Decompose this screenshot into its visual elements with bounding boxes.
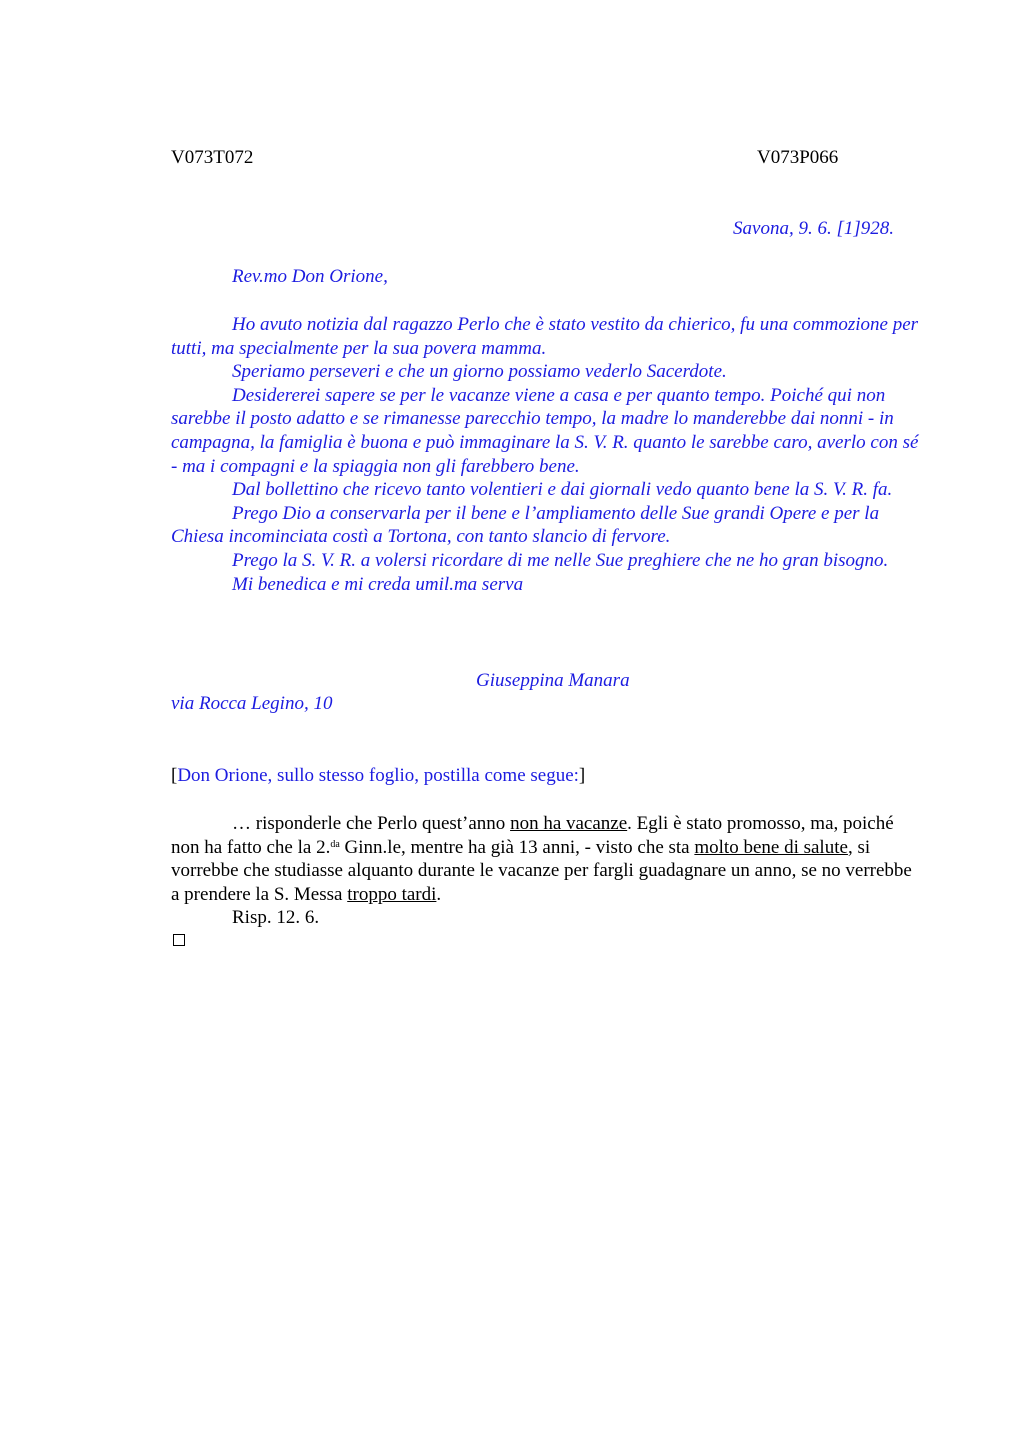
letter-paragraph: Prego Dio a conservarla per il bene e l’ampliamento delle Sue grandi Opere e per la Chiesa incominciata costì a Tortona, con tanto slancio di fervore. <box>171 502 880 548</box>
sender-address: via Rocca Legino, 10 <box>171 693 333 714</box>
reply-paragraph <box>171 812 923 906</box>
letter-paragraph: Speriamo perseveri e che un giorno possiamo vederlo Sacerdote. <box>232 361 727 383</box>
place-date: Savona, 9. 6. [1]928. <box>733 218 894 239</box>
underlined-text: non ha vacanze <box>510 813 628 834</box>
letter-paragraph: Mi benedica e mi creda umil.ma serva <box>232 573 524 595</box>
letter-paragraph: Prego la S. V. R. a volersi ricordare di me nelle Sue preghiere che ne ho gran bisogno. <box>232 549 889 571</box>
signature: Giuseppina Manara <box>476 670 630 691</box>
end-mark-square-icon <box>173 934 185 946</box>
underlined-text: troppo tardi <box>347 883 437 905</box>
reply-text: … risponderle che Perlo quest’anno <box>232 813 511 834</box>
letter-body <box>171 313 923 596</box>
reply-closing: Risp. 12. 6. <box>232 907 320 929</box>
reply-text: . <box>436 883 442 905</box>
letter-paragraph: Desidererei sapere se per le vacanze viene a casa e per quanto tempo. Poiché qui non sarebbe il posto adatto e se rimanesse parecchio tempo, la madre lo manderebbe dai nonni - in campagna, la famiglia è buona e può immaginare la S. V. R. quanto le sarebbe caro, averlo con sé - ma i compagni e la spiaggia non gli farebbero bene. <box>171 384 919 477</box>
salutation: Rev.mo Don Orione, <box>232 266 388 287</box>
document-code-right: V073P066 <box>757 147 839 168</box>
reply-text: Ginn.le, mentre ha già 13 anni, - visto che sta <box>339 836 695 858</box>
bracket-close: ] <box>578 765 586 786</box>
reply-text: . Egli è stato promosso, ma, poiché non ha fatto che la 2. <box>171 813 894 858</box>
letter-paragraph: Dal bollettino che ricevo tanto volentieri e dai giornali vedo quanto bene la S. V. R. fa. <box>232 479 893 501</box>
underlined-text: molto bene di salute <box>694 836 848 858</box>
reply-text: , si vorrebbe che studiasse alquanto durante le vacanze per fargli guadagnare un anno, se no verrebbe a prendere la S. Messa <box>171 836 912 905</box>
superscript: da <box>330 838 340 850</box>
editorial-note-text: Don Orione, sullo stesso foglio, postilla come segue: <box>177 765 579 786</box>
document-code-left: V073T072 <box>171 147 254 168</box>
editorial-note <box>171 765 585 787</box>
reply-body <box>171 812 923 930</box>
bracket-open: [ <box>171 765 178 786</box>
letter-paragraph: Ho avuto notizia dal ragazzo Perlo che è stato vestito da chierico, fu una commozione per tutti, ma specialmente per la sua povera mamma. <box>171 314 919 359</box>
